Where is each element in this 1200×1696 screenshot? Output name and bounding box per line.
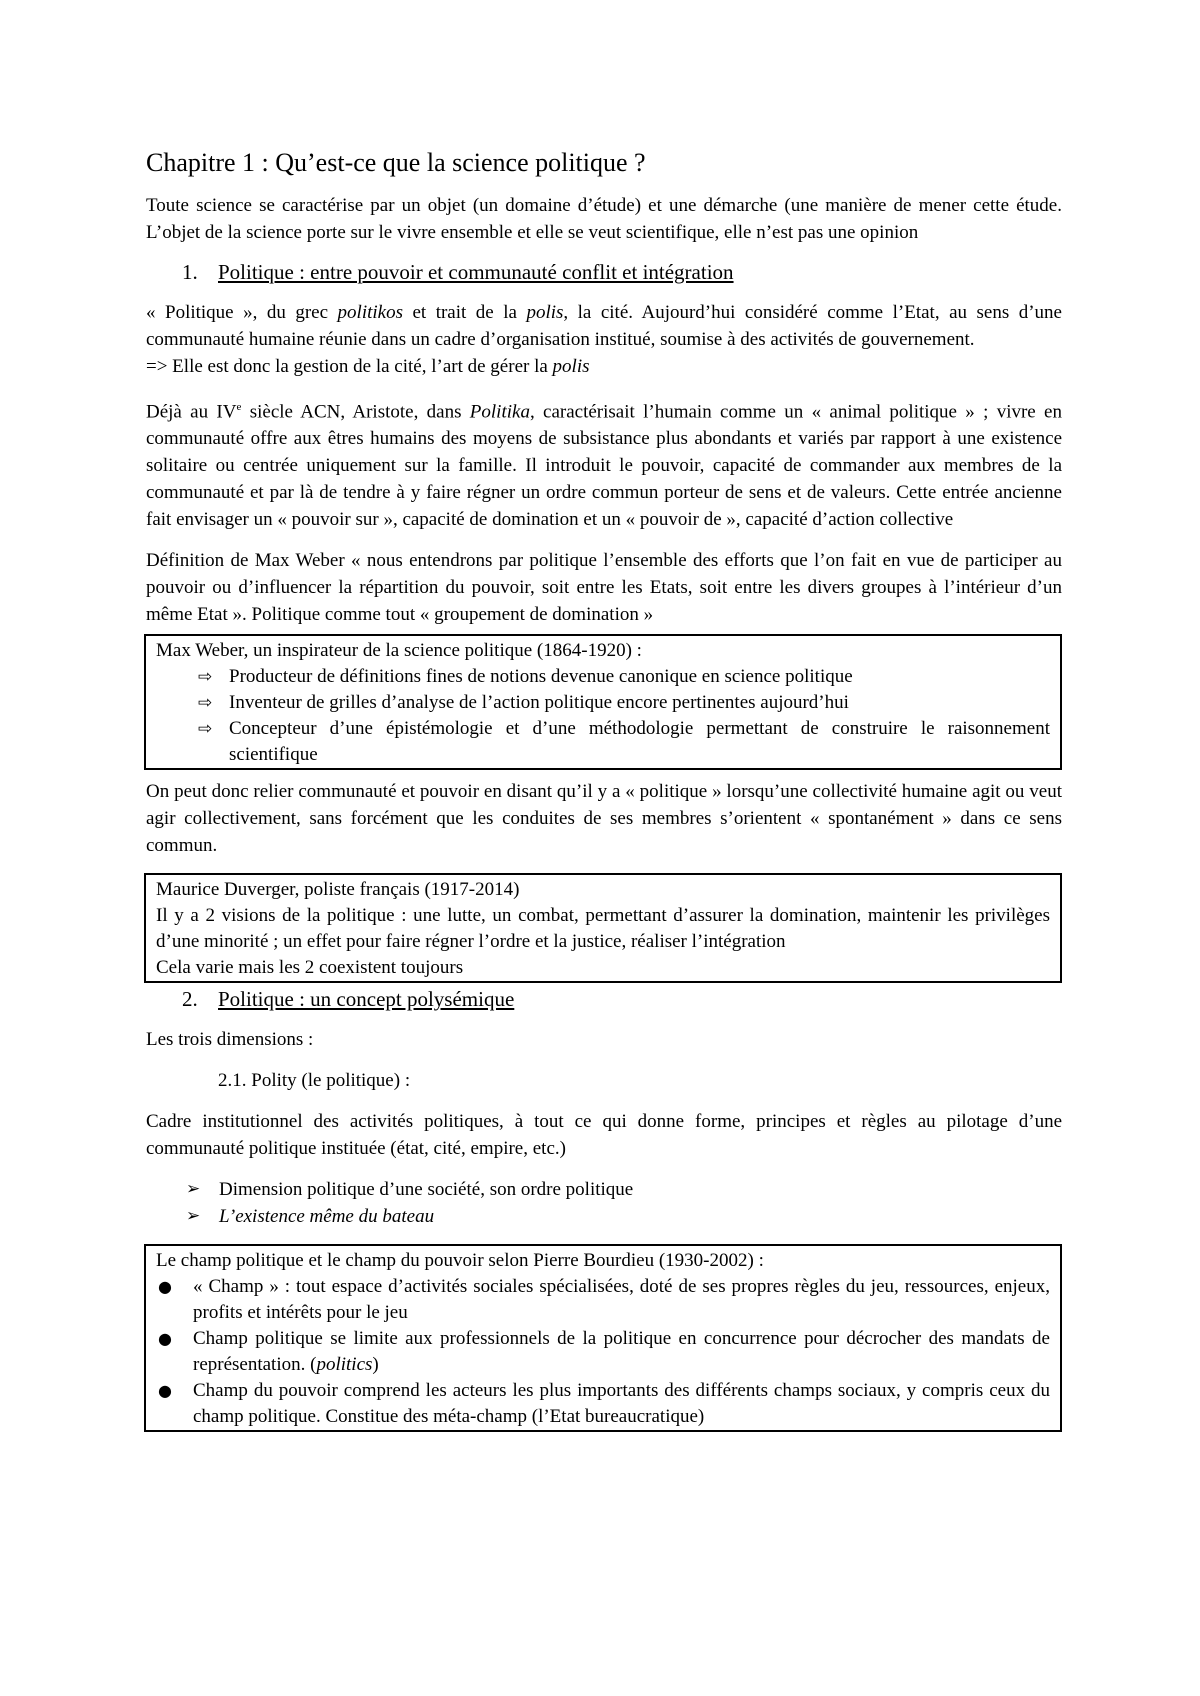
bourdieu-box-list bbox=[156, 1274, 1050, 1430]
section-2-heading bbox=[146, 987, 1062, 1012]
polity-list bbox=[146, 1176, 1062, 1230]
arrow-icon: ⇨ bbox=[198, 667, 213, 688]
list-item: ➢ L’existence même du bateau bbox=[146, 1203, 1062, 1230]
polity-paragraph: Cadre institutionnel des activités politiques, à tout ce qui donne forme, principes et règles au pilotage d’une communauté politique instituée (état, cité, empire, etc.) bbox=[146, 1111, 1062, 1160]
duverger-box-text: Il y a 2 visions de la politique : une lutte, un combat, permettant d’assurer la domination, maintenir les privilèges d’une minorité ; un effet pour faire régner l’ordre et la justice, réaliser l’intégration bbox=[156, 905, 1050, 953]
bullet-icon: ● bbox=[158, 1381, 172, 1401]
chapter-title: Chapitre 1 : Qu’est-ce que la science politique ? bbox=[146, 148, 646, 177]
intro-paragraph: Toute science se caractérise par un objet (un domaine d’étude) et une démarche (une manière de mener cette étude. L’objet de la science porte sur le vivre ensemble et elle se veut scientifique, elle n’est pas une opinion bbox=[146, 195, 1062, 243]
section-1-title: Politique : entre pouvoir et communauté conflit et intégration bbox=[218, 260, 734, 284]
weber-box bbox=[144, 634, 1062, 770]
list-item: ➢ Dimension politique d’une société, son ordre politique bbox=[146, 1176, 1062, 1203]
weber-box-heading: Max Weber, un inspirateur de la science politique (1864-1920) : bbox=[156, 640, 642, 662]
section-2-number: 2. bbox=[182, 987, 198, 1012]
duverger-box-conclusion: Cela varie mais les 2 coexistent toujours bbox=[156, 957, 464, 979]
chevron-icon: ➢ bbox=[186, 1206, 201, 1227]
list-item: ● « Champ » : tout espace d’activités sociales spécialisées, doté de ses propres règles du jeu, ressources, enjeux, profits et intérêts pour le jeu bbox=[158, 1276, 1050, 1324]
polis-conclusion-paragraph: => Elle est donc la gestion de la cité, l’art de gérer la polis bbox=[146, 356, 590, 377]
bourdieu-box-heading: Le champ politique et le champ du pouvoir selon Pierre Bourdieu (1930-2002) : bbox=[156, 1250, 764, 1272]
list-item: ● Champ politique se limite aux professionnels de la politique en concurrence pour décrocher des mandats de représentation. (politics) bbox=[158, 1328, 1050, 1376]
subsection-2-1-heading: 2.1. Polity (le politique) : bbox=[218, 1070, 411, 1092]
duverger-box-heading: Maurice Duverger, poliste français (1917-2014) bbox=[156, 879, 520, 901]
section-1-heading bbox=[146, 260, 1062, 285]
list-item: ⇨ Producteur de définitions fines de notions devenue canonique en science politique bbox=[156, 664, 1050, 690]
section-1-number: 1. bbox=[182, 260, 198, 284]
list-item: ⇨ Inventeur de grilles d’analyse de l’action politique encore pertinentes aujourd’hui bbox=[156, 690, 1050, 716]
communaute-pouvoir-paragraph: On peut donc relier communauté et pouvoir en disant qu’il y a « politique » lorsqu’une collectivité humaine agit ou veut agir collectivement, sans forcément que les conduites de ses membres s’orientent « spontanément » dans ce sens commun. bbox=[146, 781, 1062, 857]
aristote-paragraph: Déjà au IVe siècle ACN, Aristote, dans Politika, caractérisait l’humain comme un « animal politique » ; vivre en communauté offre aux êtres humains des moyens de subsistance plus abondants et variés par rapport à une existence solitaire ou centrée uniquement sur la famille. Il introduit le pouvoir, capacité de commander aux membres de la communauté et par là de tendre à y faire régner un ordre commun porteur de sens et de valeurs. Cette entrée ancienne fait envisager un « pouvoir sur », capacité de domination et un « pouvoir de », capacité d’action collective bbox=[146, 401, 1062, 531]
weber-definition-paragraph: Définition de Max Weber « nous entendrons par politique l’ensemble des efforts que l’on fait en vue de participer au pouvoir ou d’influencer la répartition du pouvoir, soit entre les Etats, soit entre les divers groupes à l’intérieur d’un même Etat ». Politique comme tout « groupement de domination » bbox=[146, 550, 1062, 626]
duverger-box bbox=[144, 873, 1062, 983]
arrow-icon: ⇨ bbox=[198, 719, 213, 740]
list-item: ● Champ du pouvoir comprend les acteurs les plus importants des différents champs sociaux, y compris ceux du champ politique. Constitue des méta-champ (l’Etat bureaucratique) bbox=[158, 1380, 1050, 1428]
bullet-icon: ● bbox=[158, 1329, 172, 1349]
document-content bbox=[146, 148, 1062, 1440]
chevron-icon: ➢ bbox=[186, 1179, 201, 1200]
bourdieu-box bbox=[144, 1244, 1062, 1432]
dimensions-paragraph: Les trois dimensions : bbox=[146, 1029, 314, 1051]
bullet-icon: ● bbox=[158, 1277, 172, 1297]
weber-box-list bbox=[156, 664, 1050, 768]
politique-definition-paragraph: « Politique », du grec politikos et trait de la polis, la cité. Aujourd’hui considéré comme l’Etat, au sens d’une communauté humaine réunie dans un cadre d’organisation institué, soumise à des activités de gouvernement. bbox=[146, 302, 1062, 350]
arrow-icon: ⇨ bbox=[198, 693, 213, 714]
section-2-title: Politique : un concept polysémique bbox=[218, 987, 515, 1012]
list-item: ⇨ Concepteur d’une épistémologie et d’une méthodologie permettant de construire le raisonnement scientifique bbox=[198, 718, 1050, 766]
